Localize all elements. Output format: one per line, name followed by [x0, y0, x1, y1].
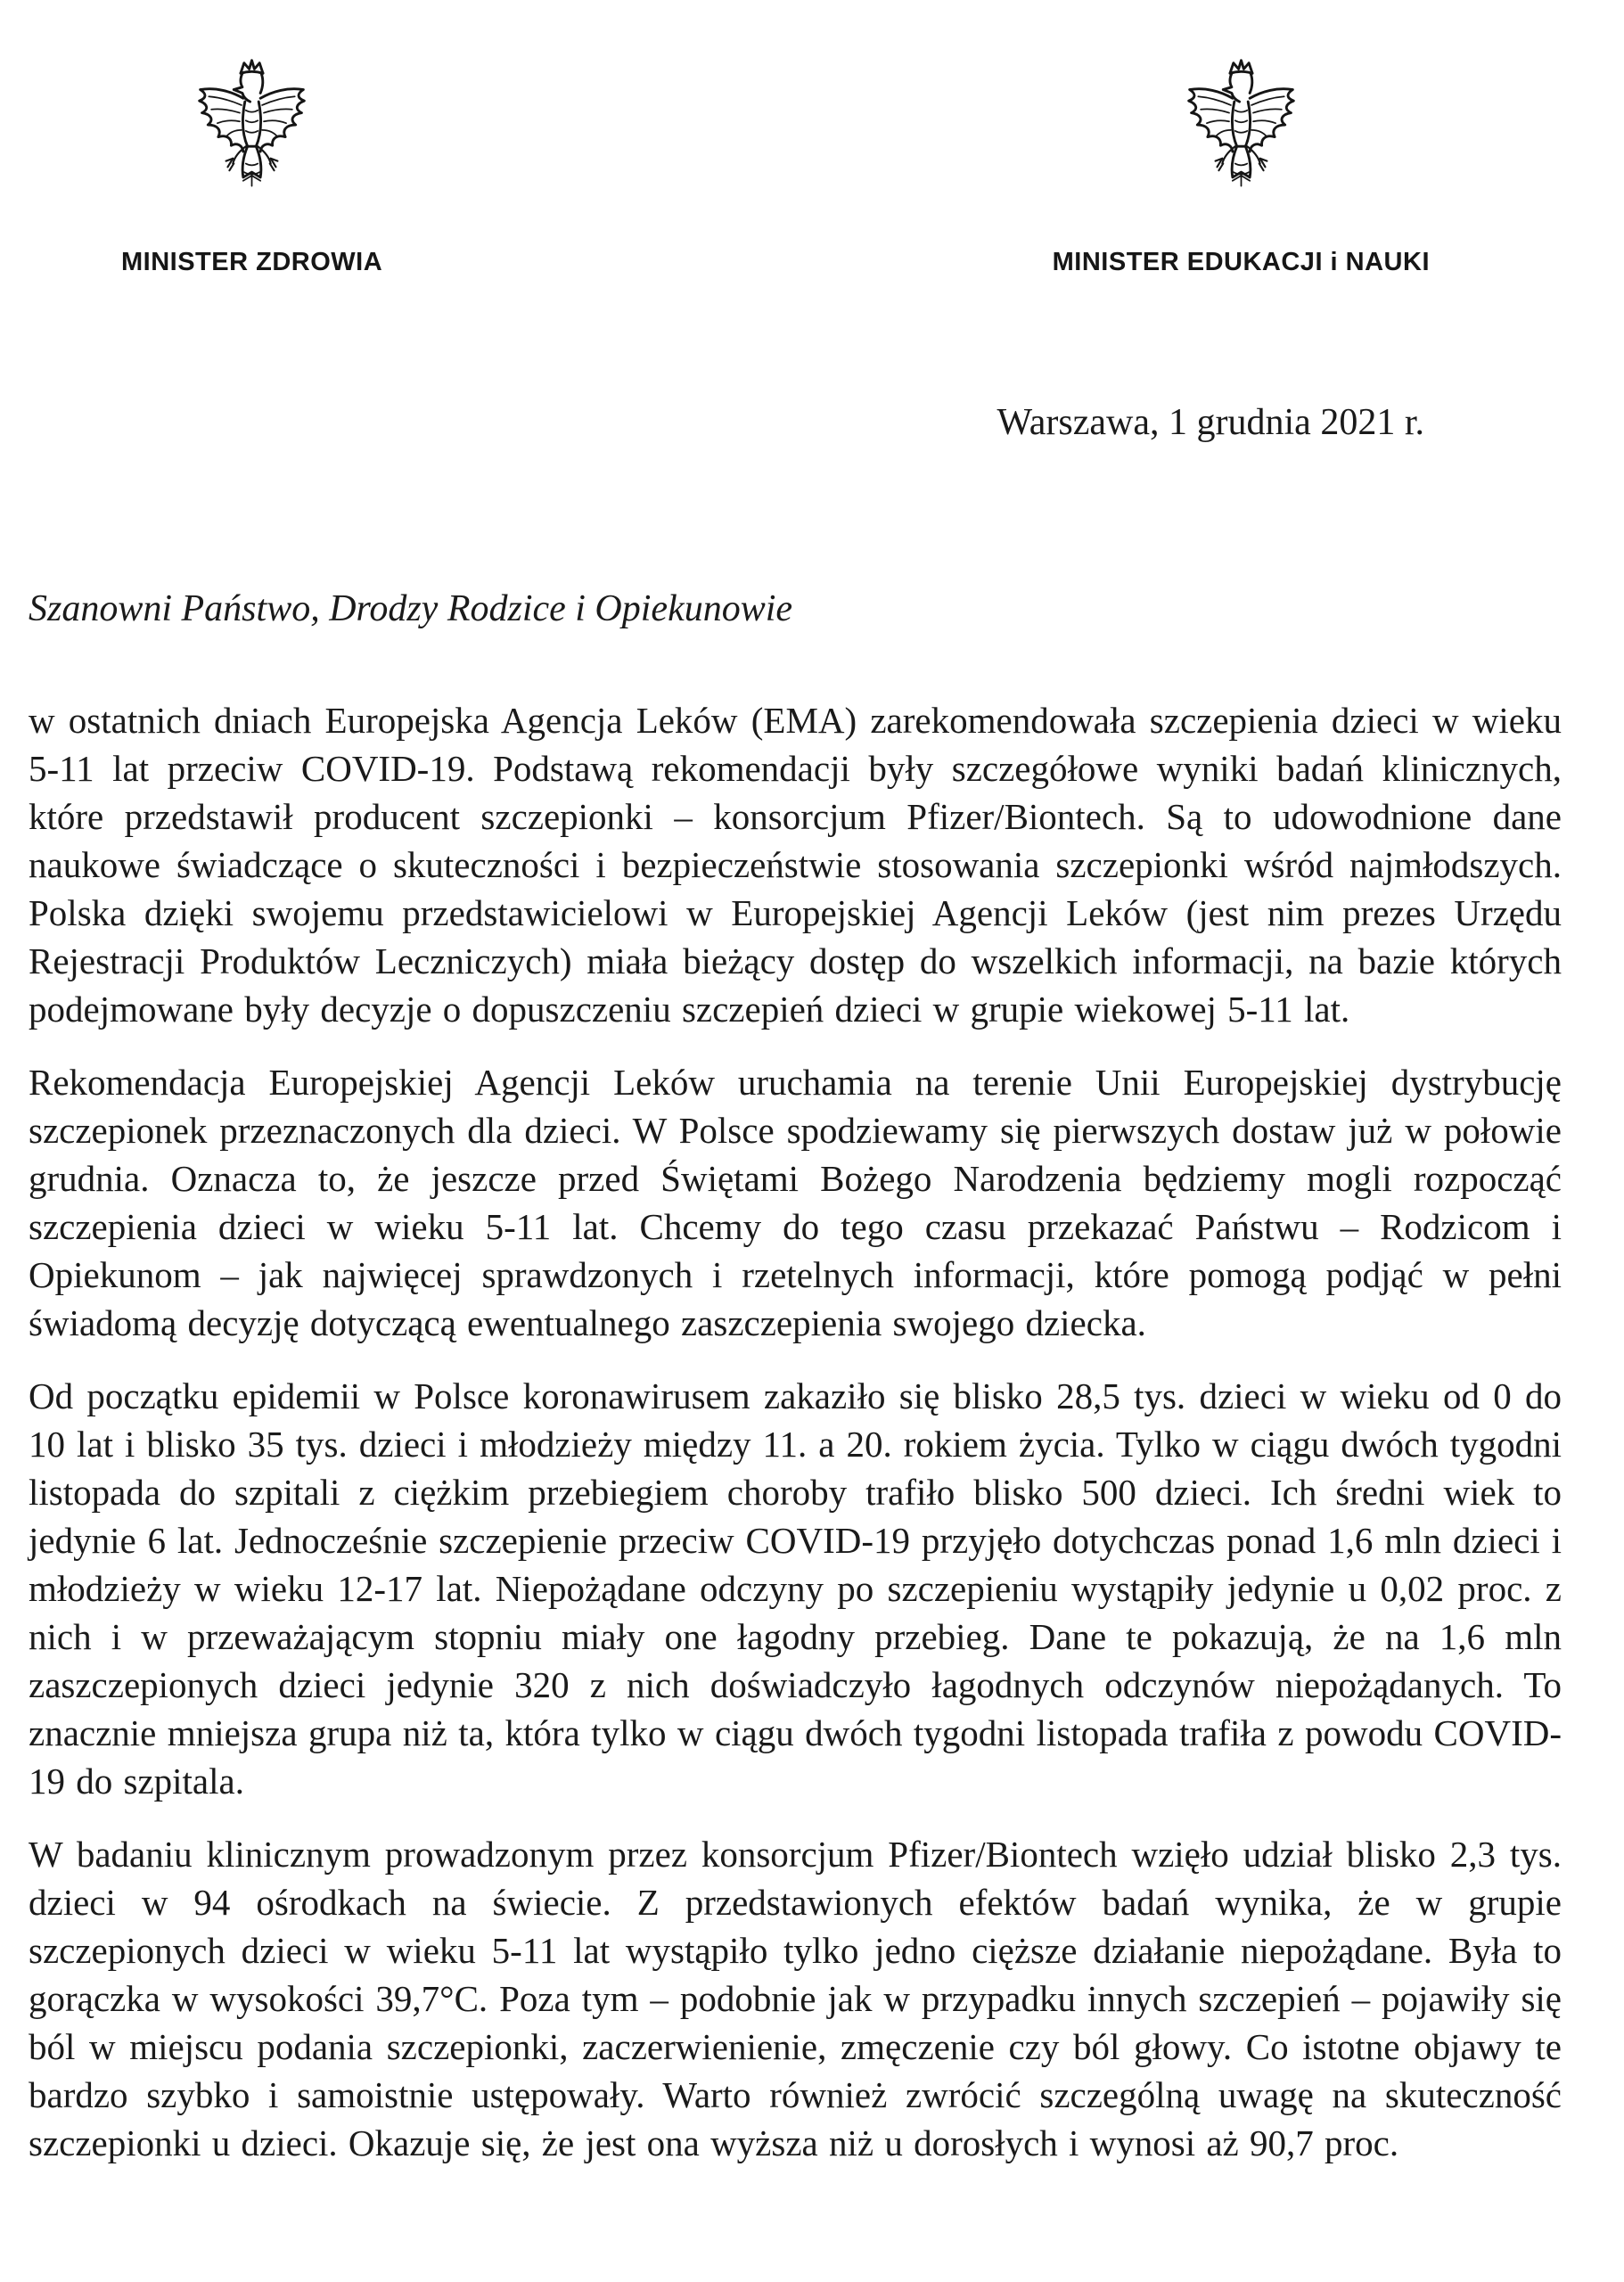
- body-paragraph-4: W badaniu klinicznym prowadzonym przez konsorcjum Pfizer/Biontech wzięło udział blisko 2,3 tys. dzieci w 94 ośrodkach na świecie. Z przedstawionych efektów badań wynika, że w grupie szczepionych dzieci w wieku 5-11 lat wystąpiło tylko jedno cięższe działanie niepożądane. Była to gorączka w wysokości 39,7°C. Poza tym – podobnie jak w przypadku innych szczepień – pojawiły się ból w miejscu podania szczepionki, zaczerwienienie, zmęczenie czy ból głowy. Co istotne objawy te bardzo szybko i samoistnie ustępowały. Warto również zwrócić szczególną uwagę na skuteczność szczepionki u dzieci. Okazuje się, że jest ona wyższa niż u dorosłych i wynosi aż 90,7 proc.: [29, 1834, 1562, 2163]
- ministry-education-block: [1053, 55, 1430, 277]
- letter-body: [29, 696, 1562, 2167]
- ministry-health-block: [121, 55, 382, 277]
- body-paragraph-3: Od początku epidemii w Polsce koronawirusem zakaziło się blisko 28,5 tys. dzieci w wieku od 0 do 10 lat i blisko 35 tys. dzieci i młodzieży między 11. a 20. rokiem życia. Tylko w ciągu dwóch tygodni listopada do szpitali z ciężkim przebiegiem choroby trafiło blisko 500 dzieci. Ich średni wiek to jedynie 6 lat. Jednocześnie szczepienie przeciw COVID-19 przyjęło dotychczas ponad 1,6 mln dzieci i młodzieży w wieku 12-17 lat. Niepożądane odczyny po szczepieniu wystąpiły jedynie u 0,02 proc. z nich i w przeważającym stopniu miały one łagodny przebieg. Dane te pokazują, że na 1,6 mln zaszczepionych dzieci jedynie 320 z nich doświadczyło łagodnych odczynów niepożądanych. To znacznie mniejsza grupa niż ta, która tylko w ciągu dwóch tygodni listopada trafiła z powodu COVID-19 do szpitala.: [29, 1375, 1562, 1802]
- body-paragraph-1: w ostatnich dniach Europejska Agencja Leków (EMA) zarekomendowała szczepienia dzieci w wieku 5-11 lat przeciw COVID-19. Podstawą rekomendacji były szczegółowe wyniki badań klinicznych, które przedstawił producent szczepionki – konsorcjum Pfizer/Biontech. Są to udowodnione dane naukowe świadczące o skuteczności i bezpieczeństwie stosowania szczepionki wśród najmłodszych. Polska dzięki swojemu przedstawicielowi w Europejskiej Agencji Leków (jest nim prezes Urzędu Rejestracji Produktów Leczniczych) miała bieżący dostęp do wszelkich informacji, na bazie których podejmowane były decyzje o dopuszczeniu szczepień dzieci w grupie wiekowej 5-11 lat.: [29, 700, 1562, 1030]
- salutation: Szanowni Państwo, Drodzy Rodzice i Opiekunowie: [29, 588, 793, 629]
- polish-eagle-emblem-icon: [1181, 55, 1301, 200]
- minister-zdrowia-label: MINISTER ZDROWIA: [121, 248, 383, 276]
- polish-eagle-emblem-icon: [192, 55, 312, 200]
- body-paragraph-2: Rekomendacja Europejskiej Agencji Leków uruchamia na terenie Unii Europejskiej dystrybucję szczepionek przeznaczonych dla dzieci. W Polsce spodziewamy się pierwszych dostaw już w połowie grudnia. Oznacza to, że jeszcze przed Świętami Bożego Narodzenia będziemy mogli rozpocząć szczepienia dzieci w wieku 5-11 lat. Chcemy do tego czasu przekazać Państwu – Rodzicom i Opiekunom – jak najwięcej sprawdzonych i rzetelnych informacji, które pomogą podjąć w pełni świadomą decyzję dotyczącą ewentualnego zaszczepienia swojego dziecka.: [29, 1062, 1562, 1343]
- letterhead: [29, 55, 1562, 277]
- minister-edukacji-label: MINISTER EDUKACJI i NAUKI: [1052, 248, 1430, 276]
- date-line: Warszawa, 1 grudnia 2021 r.: [997, 402, 1424, 443]
